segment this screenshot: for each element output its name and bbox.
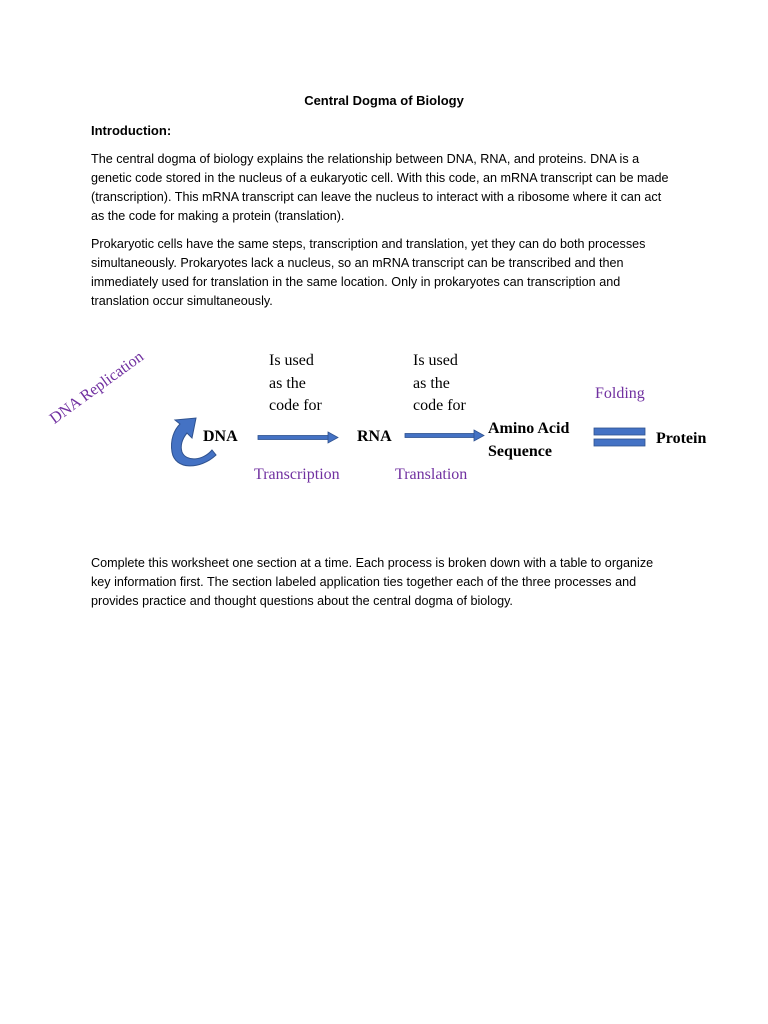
is-used-label-1 xyxy=(269,350,322,418)
is-used-line: code for xyxy=(413,397,466,414)
is-used-line: Is used xyxy=(269,352,314,369)
amino-acid-line: Sequence xyxy=(488,442,552,460)
page-title: Central Dogma of Biology xyxy=(304,93,464,108)
dna-node: DNA xyxy=(203,428,238,445)
transcription-arrow-icon xyxy=(258,432,338,443)
is-used-line: as the xyxy=(269,374,306,392)
is-used-line: code for xyxy=(269,397,322,414)
amino-acid-line: Amino Acid xyxy=(488,420,570,437)
dna-replication-label: DNA Replication xyxy=(46,348,147,428)
paragraph-line: key information first. The section labeled application ties together each of the three processes and xyxy=(91,575,637,589)
paragraph-line: as the code for making a protein (translation). xyxy=(91,209,345,223)
paragraph-line: Complete this worksheet one section at a time. Each process is broken down with a table to organize xyxy=(91,556,654,570)
paragraph-line: immediately used for translation in the same location. Only in prokaryotes can transcription and xyxy=(91,275,621,289)
paragraph-line: (transcription). This mRNA transcript can leave the nucleus to interact with a ribosome where it can act xyxy=(91,190,662,204)
folding-label: Folding xyxy=(595,385,645,402)
protein-node: Protein xyxy=(656,430,707,447)
instructions-paragraph xyxy=(91,554,691,611)
paragraph-line: simultaneously. Prokaryotes lack a nucleus, so an mRNA transcript can be transcribed and then xyxy=(91,256,624,270)
transcription-label: Transcription xyxy=(254,466,340,483)
paragraph-line: genetic code stored in the nucleus of a eukaryotic cell. With this code, an mRNA transcript can be made xyxy=(91,171,669,185)
amino-acid-node xyxy=(488,418,569,463)
translation-arrow-icon xyxy=(405,430,484,441)
paragraph-line: Prokaryotic cells have the same steps, transcription and translation, yet they can do both processes xyxy=(91,237,646,251)
translation-label: Translation xyxy=(395,466,468,483)
is-used-line: as the xyxy=(413,374,450,392)
intro-heading: Introduction: xyxy=(91,123,172,138)
rna-node: RNA xyxy=(357,428,392,445)
is-used-line: Is used xyxy=(413,352,458,369)
paragraph-line: The central dogma of biology explains the relationship between DNA, RNA, and proteins. DNA is a xyxy=(91,152,640,166)
is-used-label-2 xyxy=(413,350,466,418)
paragraph-line: provides practice and thought questions about the central dogma of biology. xyxy=(91,594,513,608)
folding-equals-icon xyxy=(594,428,645,446)
paragraph-line: translation occur simultaneously. xyxy=(91,294,273,308)
